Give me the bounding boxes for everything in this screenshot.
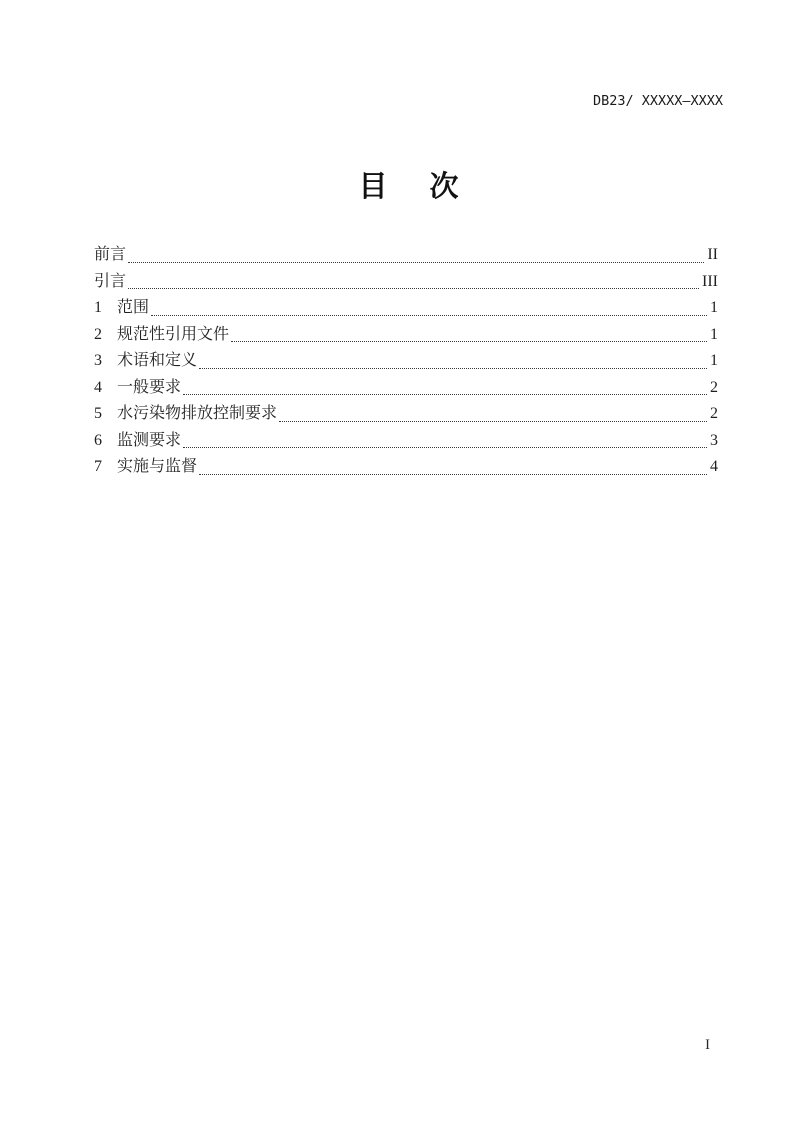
- toc-item-page: 2: [710, 405, 718, 422]
- toc-item-page: 2: [710, 378, 718, 396]
- dotted-leader: [279, 421, 707, 422]
- toc-item-page: 1: [710, 325, 718, 343]
- dotted-leader: [231, 341, 707, 342]
- toc-item-label: 水污染物排放控制要求: [117, 405, 278, 422]
- toc-row: [94, 242, 718, 269]
- toc-row: [94, 322, 718, 349]
- toc-item-page: 1: [710, 299, 718, 316]
- page-title-char-1: 目: [358, 171, 388, 203]
- toc-row: [94, 401, 718, 428]
- toc-list: [94, 242, 718, 481]
- toc-item-page: II: [707, 246, 718, 263]
- toc-row: [94, 269, 718, 296]
- toc-item-label: 范围: [117, 299, 150, 316]
- toc-row: [94, 348, 718, 375]
- toc-item-label: 监测要求: [117, 431, 182, 449]
- dotted-leader: [151, 315, 707, 316]
- toc-item-number: 7: [94, 458, 102, 475]
- toc-item-number: 2: [94, 325, 102, 343]
- toc-item-label: 规范性引用文件: [117, 325, 230, 343]
- page-title-char-2: 次: [429, 171, 459, 203]
- toc-row: [94, 428, 718, 455]
- toc-item-label: 术语和定义: [117, 352, 198, 369]
- page-title: [17, 172, 800, 204]
- toc-item-page: 1: [710, 352, 718, 369]
- toc-item-label: 前言: [94, 246, 127, 263]
- standard-code-header: DB23/ XXXXX—XXXX: [592, 93, 723, 109]
- dotted-leader: [128, 262, 704, 263]
- toc-row: [94, 295, 718, 322]
- toc-item-page: 3: [710, 431, 718, 449]
- dotted-leader: [183, 394, 707, 395]
- toc-item-page: 4: [710, 458, 718, 475]
- toc-item-number: 5: [94, 405, 102, 422]
- footer-page-number: I: [705, 1037, 710, 1053]
- dotted-leader: [199, 368, 707, 369]
- toc-row: [94, 454, 718, 481]
- toc-item-label: 一般要求: [117, 378, 182, 396]
- toc-item-number: 6: [94, 431, 102, 449]
- dotted-leader: [183, 447, 707, 448]
- toc-row: [94, 375, 718, 402]
- toc-item-label: 实施与监督: [117, 458, 198, 475]
- dotted-leader: [128, 288, 699, 289]
- toc-item-number: 1: [94, 299, 102, 316]
- toc-item-page: III: [702, 272, 718, 290]
- toc-item-label: 引言: [94, 272, 127, 290]
- toc-item-number: 4: [94, 378, 102, 396]
- toc-item-number: 3: [94, 352, 102, 369]
- dotted-leader: [199, 474, 707, 475]
